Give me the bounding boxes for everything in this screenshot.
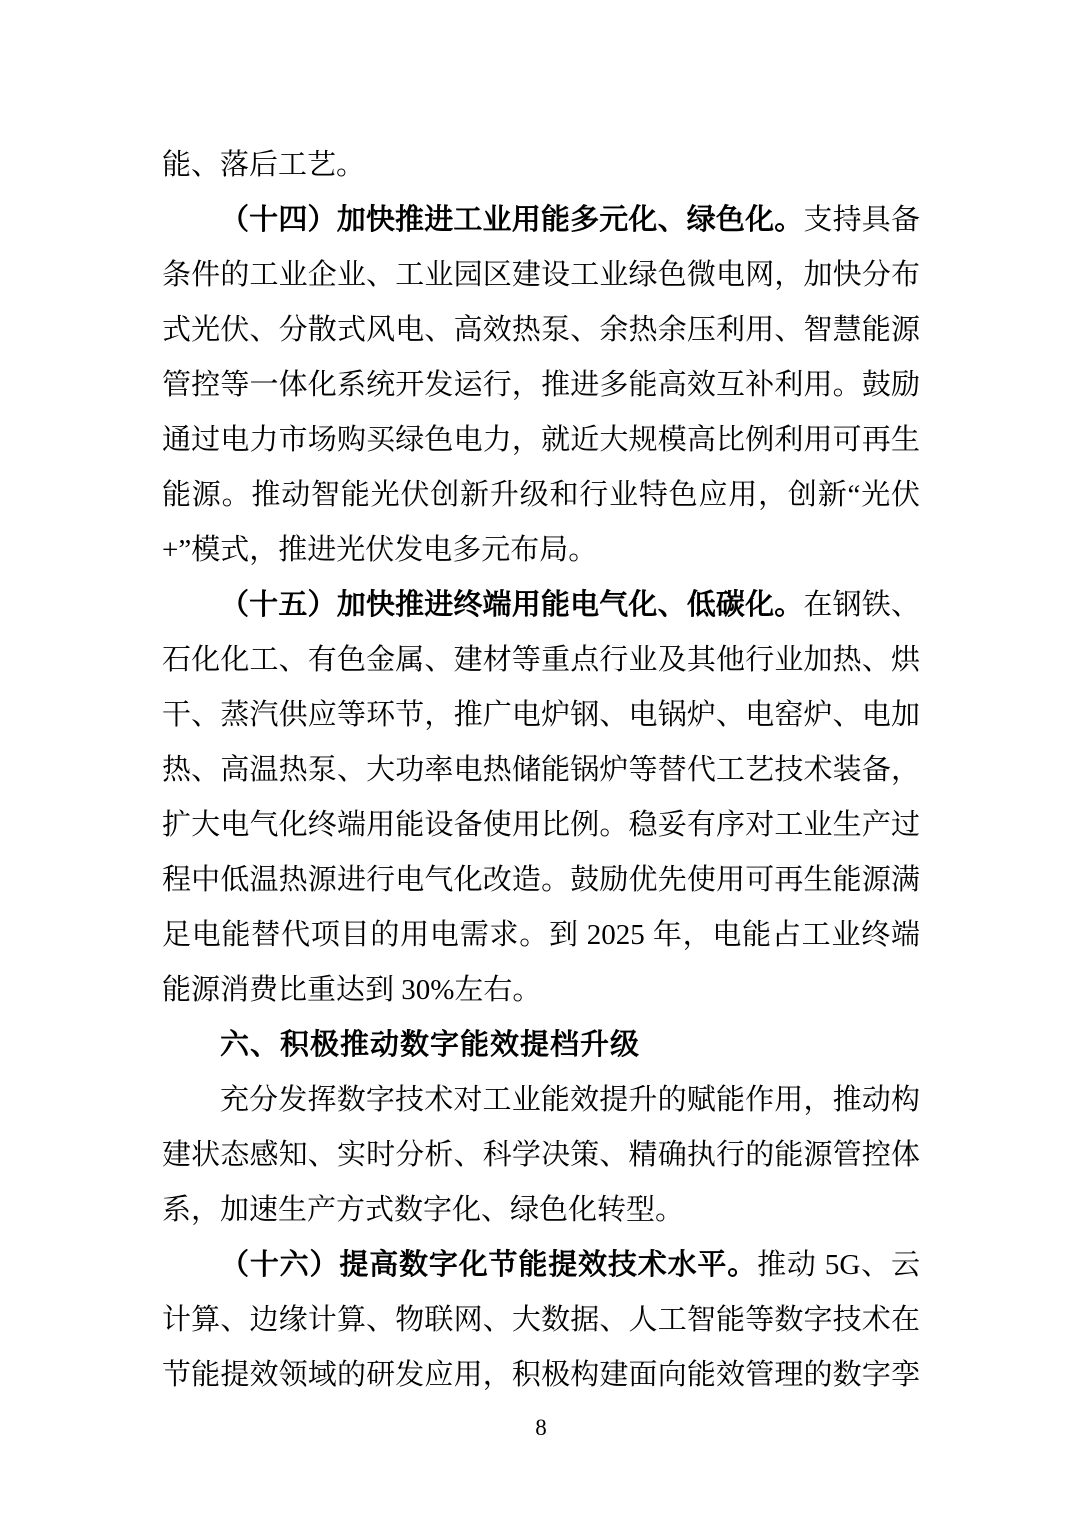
bold-lead: （十五）加快推进终端用能电气化、低碳化。 [220,589,804,621]
paragraph-line [162,468,920,523]
page-number: 8 [535,1415,547,1440]
bold-lead: （十四）加快推进工业用能多元化、绿色化。 [220,204,804,236]
line-text: 能源消费比重达到 30%左右。 [162,974,542,1006]
paragraph-line [162,1238,920,1293]
paragraph-line [162,193,920,248]
line-text: 能源。推动智能光伏创新升级和行业特色应用，创新“光伏 [162,479,920,511]
line-text: 充分发挥数字技术对工业能效提升的赋能作用，推动构 [220,1084,920,1116]
line-text: 干、蒸汽供应等环节，推广电炉钢、电锅炉、电窑炉、电加 [162,699,920,731]
line-text: 石化化工、有色金属、建材等重点行业及其他行业加热、烘 [162,644,920,676]
line-text: 扩大电气化终端用能设备使用比例。稳妥有序对工业生产过 [162,809,920,841]
line-text: 计算、边缘计算、物联网、大数据、人工智能等数字技术在 [162,1304,920,1336]
paragraph-line [162,248,920,303]
line-text: 管控等一体化系统开发运行，推进多能高效互补利用。鼓励 [162,369,920,401]
bold-lead: （十六）提高数字化节能提效技术水平。 [220,1249,758,1281]
line-text: 在钢铁、 [803,589,920,621]
line-text: 系，加速生产方式数字化、绿色化转型。 [162,1194,685,1226]
line-text: 支持具备 [803,204,920,236]
paragraph-line [162,523,920,578]
line-text: 建状态感知、实时分析、科学决策、精确执行的能源管控体 [162,1139,920,1171]
line-text: 热、高温热泵、大功率电热储能锅炉等替代工艺技术装备， [162,754,920,786]
paragraph-line [162,853,920,908]
line-text: 节能提效领域的研发应用，积极构建面向能效管理的数字孪 [162,1359,920,1391]
paragraph-line [162,578,920,633]
line-text: +”模式，推进光伏发电多元布局。 [162,534,598,566]
section-heading [162,1018,920,1073]
line-text: 能、落后工艺。 [162,149,366,181]
line-text: 通过电力市场购买绿色电力，就近大规模高比例利用可再生 [162,424,920,456]
paragraph-line [162,1073,920,1128]
paragraph-line [162,413,920,468]
line-text: 条件的工业企业、工业园区建设工业绿色微电网，加快分布 [162,259,920,291]
paragraph-line [162,963,920,1018]
paragraph-line [162,1183,920,1238]
paragraph-line [162,688,920,743]
paragraph-line [162,633,920,688]
paragraph-line [162,1128,920,1183]
line-text: 程中低温热源进行电气化改造。鼓励优先使用可再生能源满 [162,864,920,896]
paragraph-line [162,358,920,413]
line-text: 式光伏、分散式风电、高效热泵、余热余压利用、智慧能源 [162,314,920,346]
paragraph-line [162,908,920,963]
paragraph-line [162,1293,920,1348]
paragraph-line [162,798,920,853]
paragraph-line [162,303,920,358]
paragraph-line [162,138,920,193]
text-block [162,138,920,1403]
line-text: 足电能替代项目的用电需求。到 2025 年，电能占工业终端 [162,919,920,951]
paragraph-line [162,1348,920,1403]
line-text: 推动 5G、云 [757,1249,920,1281]
section-heading-text: 六、积极推动数字能效提档升级 [220,1029,641,1061]
paragraph-line [162,743,920,798]
